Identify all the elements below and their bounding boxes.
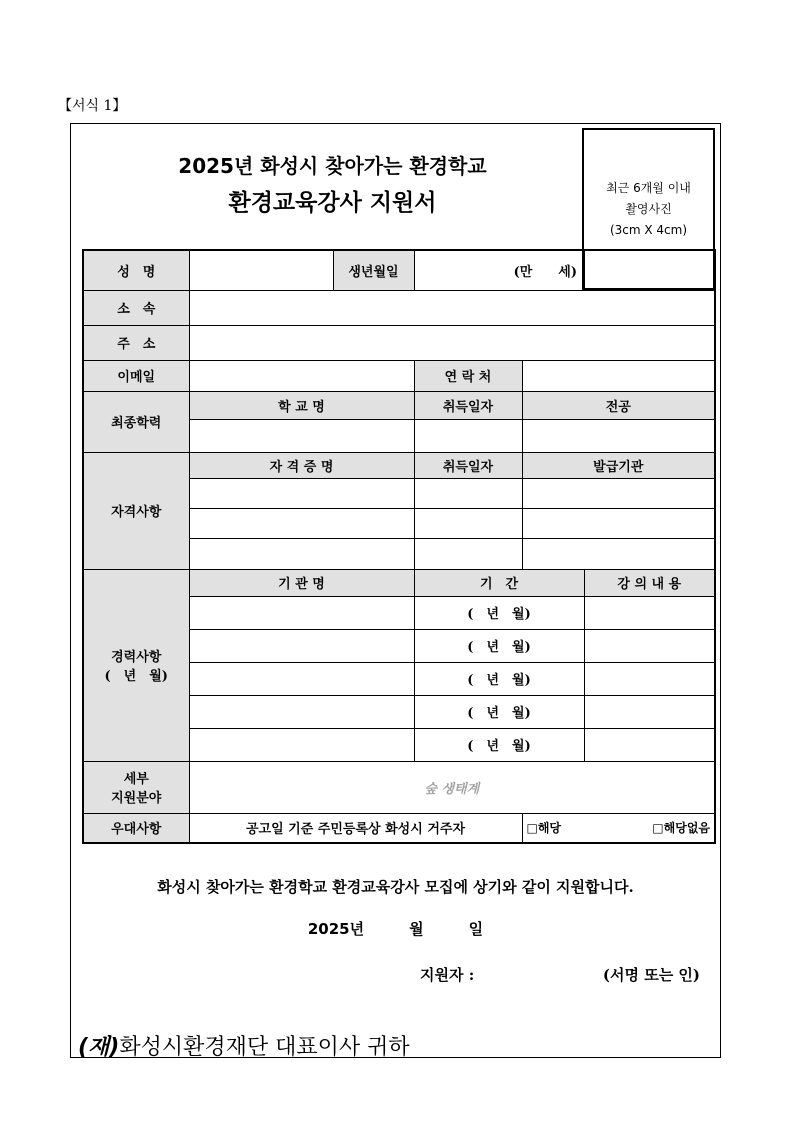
lecture-field[interactable] — [584, 728, 715, 761]
pref-yes-checkbox[interactable]: □해당 — [522, 813, 584, 843]
table-row — [83, 290, 715, 325]
label-email: 이메일 — [83, 360, 189, 391]
issuer-field[interactable] — [522, 538, 715, 569]
period-field[interactable]: ( 년 월) — [414, 596, 584, 629]
label-lecture: 강 의 내 용 — [584, 569, 715, 596]
photo-caption-3: (3cm X 4cm) — [609, 223, 688, 237]
label-cert-date: 취득일자 — [414, 452, 522, 478]
issuer-field[interactable] — [522, 478, 715, 508]
table-row — [83, 569, 715, 596]
cert-date-field[interactable] — [414, 508, 522, 538]
label-career — [83, 569, 189, 761]
date-line: 2025년 월 일 — [307, 920, 484, 938]
name-field[interactable] — [189, 250, 333, 290]
addressee — [78, 1030, 410, 1061]
label-certification: 자격사항 — [83, 452, 189, 569]
page-title: 2025년 화성시 찾아가는 환경학교 — [178, 154, 487, 178]
address-field[interactable] — [189, 325, 715, 360]
cert-name-field[interactable] — [189, 478, 414, 508]
cert-date-field[interactable] — [414, 538, 522, 569]
photo-caption-1: 최근 6개월 이내 — [606, 181, 691, 195]
period-field[interactable]: ( 년 월) — [414, 728, 584, 761]
table-row — [83, 250, 715, 290]
photo-spacer — [584, 250, 715, 290]
field-label-2: 지원분야 — [111, 791, 162, 806]
label-address: 주 소 — [83, 325, 189, 360]
institution-field[interactable] — [189, 662, 414, 695]
table-row — [83, 761, 715, 813]
label-issuer: 발급기관 — [522, 452, 715, 478]
photo-caption-2: 촬영사진 — [625, 202, 672, 216]
label-acquired-date: 취득일자 — [414, 391, 522, 419]
addressee-text: 화성시환경재단 대표이사 귀하 — [119, 1035, 410, 1060]
label-birth: 생년월일 — [333, 250, 414, 290]
table-row — [83, 391, 715, 419]
table-row — [83, 325, 715, 360]
form-label: 【서식 1】 — [58, 98, 127, 114]
institution-field[interactable] — [189, 629, 414, 662]
period-field[interactable]: ( 년 월) — [414, 695, 584, 728]
label-field — [83, 761, 189, 813]
contact-field[interactable] — [522, 360, 715, 391]
label-period: 기 간 — [414, 569, 584, 596]
label-education: 최종학력 — [83, 391, 189, 452]
label-major: 전공 — [522, 391, 715, 419]
field-label-1: 세부 — [123, 772, 149, 787]
table-row — [83, 813, 715, 843]
table-row — [83, 360, 715, 391]
affiliation-field[interactable] — [189, 290, 715, 325]
signature-line — [420, 964, 700, 985]
institution-field[interactable] — [189, 596, 414, 629]
signature-note: (서명 또는 인) — [602, 966, 700, 984]
institution-field[interactable] — [189, 728, 414, 761]
label-preference: 우대사항 — [83, 813, 189, 843]
major-field[interactable] — [522, 419, 715, 452]
email-field[interactable] — [189, 360, 414, 391]
period-field[interactable]: ( 년 월) — [414, 629, 584, 662]
cert-date-field[interactable] — [414, 478, 522, 508]
addressee-prefix: (재) — [78, 1035, 120, 1060]
birth-age-field[interactable]: (만 세) — [414, 250, 584, 290]
page-subtitle: 환경교육강사 지원서 — [228, 190, 437, 216]
pref-no-checkbox[interactable]: □해당없음 — [584, 813, 715, 843]
label-institution: 기 관 명 — [189, 569, 414, 596]
education-date-field[interactable] — [414, 419, 522, 452]
label-contact: 연 락 처 — [414, 360, 522, 391]
period-field[interactable]: ( 년 월) — [414, 662, 584, 695]
school-field[interactable] — [189, 419, 414, 452]
institution-field[interactable] — [189, 695, 414, 728]
lecture-field[interactable] — [584, 695, 715, 728]
application-form-table — [82, 249, 716, 844]
table-row — [83, 452, 715, 478]
lecture-field[interactable] — [584, 629, 715, 662]
cert-name-field[interactable] — [189, 538, 414, 569]
label-cert-name: 자 격 증 명 — [189, 452, 414, 478]
lecture-field[interactable] — [584, 596, 715, 629]
career-label: 경력사항 — [111, 650, 162, 665]
label-school: 학 교 명 — [189, 391, 414, 419]
cert-name-field[interactable] — [189, 508, 414, 538]
statement: 화성시 찾아가는 환경학교 환경교육강사 모집에 상기와 같이 지원합니다. — [157, 878, 634, 896]
support-field-input[interactable]: 숲 생태계 — [189, 761, 715, 813]
label-affiliation: 소 속 — [83, 290, 189, 325]
preference-text: 공고일 기준 주민등록상 화성시 거주자 — [189, 813, 522, 843]
career-unit-label: ( 년 월) — [104, 669, 168, 684]
lecture-field[interactable] — [584, 662, 715, 695]
applicant-label: 지원자 : — [420, 966, 475, 984]
label-name: 성 명 — [83, 250, 189, 290]
issuer-field[interactable] — [522, 508, 715, 538]
